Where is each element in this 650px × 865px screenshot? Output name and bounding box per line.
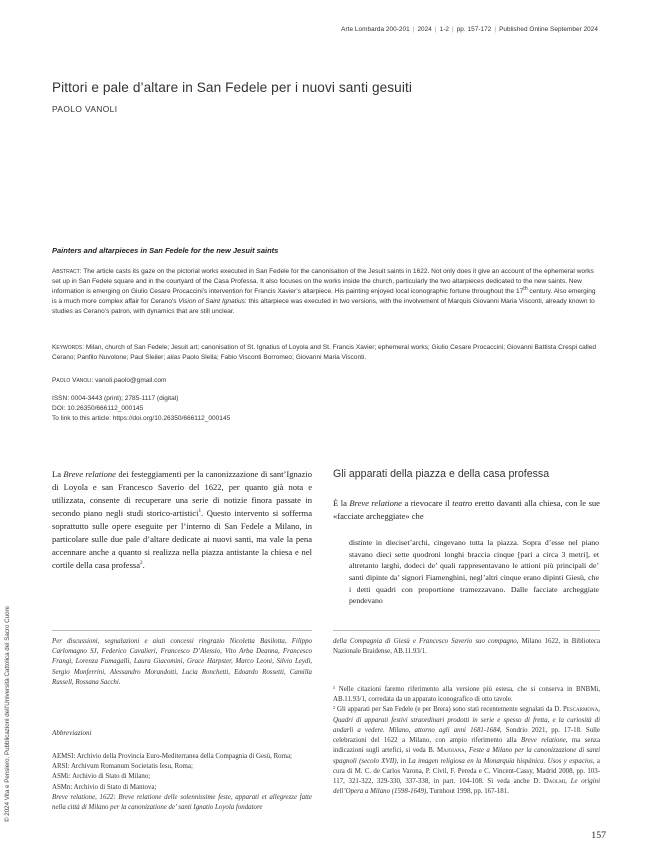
published-date: Published Online September 2024 [499, 26, 598, 33]
footnote-divider [52, 630, 312, 631]
abbreviations-heading: Abbreviazioni [52, 729, 92, 737]
journal-year: 2024 [417, 26, 432, 33]
note-text: , in [396, 757, 409, 765]
article-author: PAOLO VANOLI [52, 104, 118, 114]
author-contact [52, 376, 600, 386]
abbreviation-item: Breve relatione, 1622: Breve relatione delle solennissime feste, apparati et allegrezze fatte nella città di Milano per la canonizatione de’ santi Ignatio Loyola fondatore [52, 793, 312, 812]
note-text: ² Gli apparati per San Fedele (e per Brera) sono stati recentemente segnalati da D. [333, 706, 564, 714]
acknowledgements: Per discussioni, segnalazioni e aiuti concessi ringrazio Nicoletta Basilotta, Filippo Carlomagno SJ, Federico Cavalieri, Francesco D’Alessio, Vito Arba Deanna, Francesco Frangi, Lorenza Fumagalli, Laura Giacomini, Grace Harpster, Marco Leoni, Silvio Leydi, Sergio Monferrini, Alessandro Morandotti, Lucia Ronchetti, Edoardo Rossetti, Camilla Russell, Rossana Sacchi. [52, 638, 312, 686]
abstract-label: Abstract [52, 268, 80, 275]
work-title: Breve relatione [349, 498, 402, 508]
work-title: La imagen religiosa en la Monarquía hispánica. Usos y espacios [408, 757, 593, 765]
doi: DOI: 10.26350/666112_000145 [52, 404, 144, 412]
work-title: Feste a Milano per la canonizzazione di santi spagnoli (secolo XVII) [333, 747, 600, 765]
work-title: Breve relatione [63, 469, 116, 479]
footnote-2 [333, 705, 600, 797]
keywords-label: Keywords [52, 344, 83, 351]
superscript: th [523, 285, 528, 292]
body-text: . [142, 559, 145, 570]
work-title: Le origini dell’Opera a Milano (1598-1649) [333, 777, 600, 796]
note-text: , [464, 747, 469, 755]
keywords-text: : Milan, church of San Fedele; Jesuit art; canonisation of St. Ignatius of Loyola and St. Francis Xavier; ephemeral works; Giulio Cesare Procaccini; Giovanni Battista Crespi called Cerano; Panfilo Nuvolone; Paul Sleiler; [52, 344, 597, 361]
footnote-1: ¹ Nelle citazioni faremo riferimento alla versione più estesa, che si conserva in BNBMi, AB.11.93/1, corredata da un apparato iconografico di otto tavole. [333, 686, 600, 704]
work-title: Breve relatione [521, 737, 566, 745]
contact-label: Paolo Vanoli [52, 377, 92, 384]
artwork-title: Vision of Saint Ignatius [178, 297, 245, 305]
abbreviation-item: AEMSI: Archivio della Provincia Euro-Mediterranea della Compagnia di Gesù, Roma; [52, 753, 292, 760]
author-name: Daolmi [543, 777, 566, 785]
abstract-text: : this altarpiece was executed in two versions, with the involvement of Marquis Giovanni Maria Visconti, already known to studies as Cerano’s patron, with dynamics that are still unclear. [52, 297, 595, 315]
journal-issue: 1-2 [439, 26, 449, 33]
body-text: dei festeggiamenti per la canonizzazione di sant’Ignazio di Loyola e san Francesco Saverio del 1622, per quanto già nota e utilizzata, consente di recuperare una serie di notizie finora passate in secondo piano negli studi storico-artistici [52, 469, 312, 518]
author-name: Pescarmona [563, 706, 599, 714]
running-header: Arte Lombarda 200-201 | 2024 | 1-2 | pp. 157-172 | Published Online September 2024 [341, 26, 598, 33]
note-text: , [565, 777, 571, 785]
note-text: , [598, 706, 600, 714]
keywords-alias: alias [167, 353, 181, 361]
abbreviations-list [52, 752, 312, 813]
note-text: , Turnhout 1998, pp. 167-181. [426, 788, 509, 796]
body-text: . Questo intervento si sofferma soprattutto sulle opere eseguite per l’interno di San Fedele a Milano, in particolare sulle due pale d’altare dedicate ai nuovi santi, ma vale la pena accennare anche a quanto si realizza nella piazza antistante la chiesa e nel cortile della casa professa [52, 507, 312, 570]
work-title: Quadri di apparati festivi straordinari prodotti in serie e spesso di fretta, e la curiosità di andarli a vedere. Milano, attorno agli anni 1681-1684 [333, 716, 600, 734]
body-text: La [52, 469, 64, 479]
author-name: Majoiana [437, 747, 465, 755]
work-title: della Compagnia di Giesù e Francesco Saverio suo compagno [333, 638, 517, 645]
author-email[interactable]: : vanoli.paolo@gmail.com [91, 377, 167, 384]
emphasis: teatro [452, 498, 473, 508]
keywords-text: Paolo Slella; Fabio Visconti Borromeo; Giovanni Maria Visconti. [180, 353, 367, 361]
journal-name: Arte Lombarda 200-201 [341, 26, 410, 33]
abstract-text: century. Also emerging is a much more complex affair for Cerano’s [52, 287, 596, 305]
identifiers [52, 394, 600, 424]
footnote-ref[interactable]: 1 [198, 508, 202, 515]
footnotes [333, 685, 600, 797]
abbreviation-item: ASMn: Archivio di Stato di Mantova; [52, 783, 157, 791]
abbreviation-item: ARSI: Archivum Romanum Societatis Iesu, Roma; [52, 763, 193, 771]
article-title: Pittori e pale d’altare in San Fedele per i nuovi santi gesuiti [52, 80, 412, 95]
abbreviation-continuation [333, 637, 600, 657]
note-text: , Sondrio 2021, pp. 17-18. Sulle celebrazioni del 1622 a Milano, con ampio riferimento alla [333, 726, 600, 745]
body-text: È la [333, 498, 350, 508]
abstract-text: : The article casts its gaze on the pictorial works executed in San Fedele for the canonisation of the Jesuit saints in 1622. Not only does it give an account of the ephemeral works set up in San Fedele square and in the courtyard of the Casa Professa. It also focuses on the works inside the church, particularly the two altarpieces dedicated to the new saints. New information is emerging on Giulio Cesare Procaccini’s intervention for Francis Xavier’s altarpiece. His painting enjoyed local iconographic fortune throughout the 17 [52, 268, 594, 295]
note-text: , a cura di M. C. de Carlos Varona, P. Civil, F. Pereda e C. Vincent-Cassy, Madrid 2008, pp. 103-117, 321-322, 329-330, 337-338, in part. 104-108. Si veda anche D. [333, 757, 600, 785]
footnote-divider [333, 630, 600, 631]
section-heading: Gli apparati della piazza e della casa professa [333, 468, 550, 480]
page-number: 157 [591, 830, 606, 841]
note-text: , Milano 1622, in Biblioteca Nazionale Braidense, AB.11.93/1. [333, 638, 601, 656]
issn: ISSN: 0004-3443 (print); 2785-1117 (digital) [52, 395, 179, 402]
journal-pages: pp. 157-172 [456, 26, 492, 33]
keywords [52, 343, 600, 363]
intro-paragraph [52, 468, 312, 572]
note-text: , ma senza indicazioni sugli artefici, si veda B. [333, 737, 601, 755]
english-title: Painters and altarpieces in San Fedele for the new Jesuit saints [52, 246, 279, 255]
footnote-ref[interactable]: 2 [140, 560, 143, 567]
abstract [52, 267, 600, 317]
block-quote: distinte in dieciset’archi, cingevano tutta la piazza. Sopra d’esse nel piano stavano dieci sette quodroni longhi braccia cinque [pari a circa 3 metri], et altretanto larghi, dodeci de’ quali rappresentavano le attioni più principali de’ santi dipinte da’ signori Fiamenghini, negl’altri cinque erano dipinti Giesù, che i detti quadri con proportione tramezzavano. Dalle facciate archeggiate pendevano [349, 538, 599, 606]
body-text: a rievocare il [401, 498, 453, 508]
article-link[interactable]: To link to this article: https://doi.org/10.26350/666112_000145 [52, 414, 231, 422]
section-paragraph [333, 497, 600, 523]
body-text: eretto davanti alla chiesa, con le sue «facciate archeggiate» che [333, 498, 600, 521]
abbreviation-item: ASMi: Archivio di Stato di Milano; [52, 773, 151, 781]
copyright-credit: © 2024 Vita e Pensiero, Pubblicazioni dell’Università Cattolica del Sacro Cuore [4, 606, 11, 822]
